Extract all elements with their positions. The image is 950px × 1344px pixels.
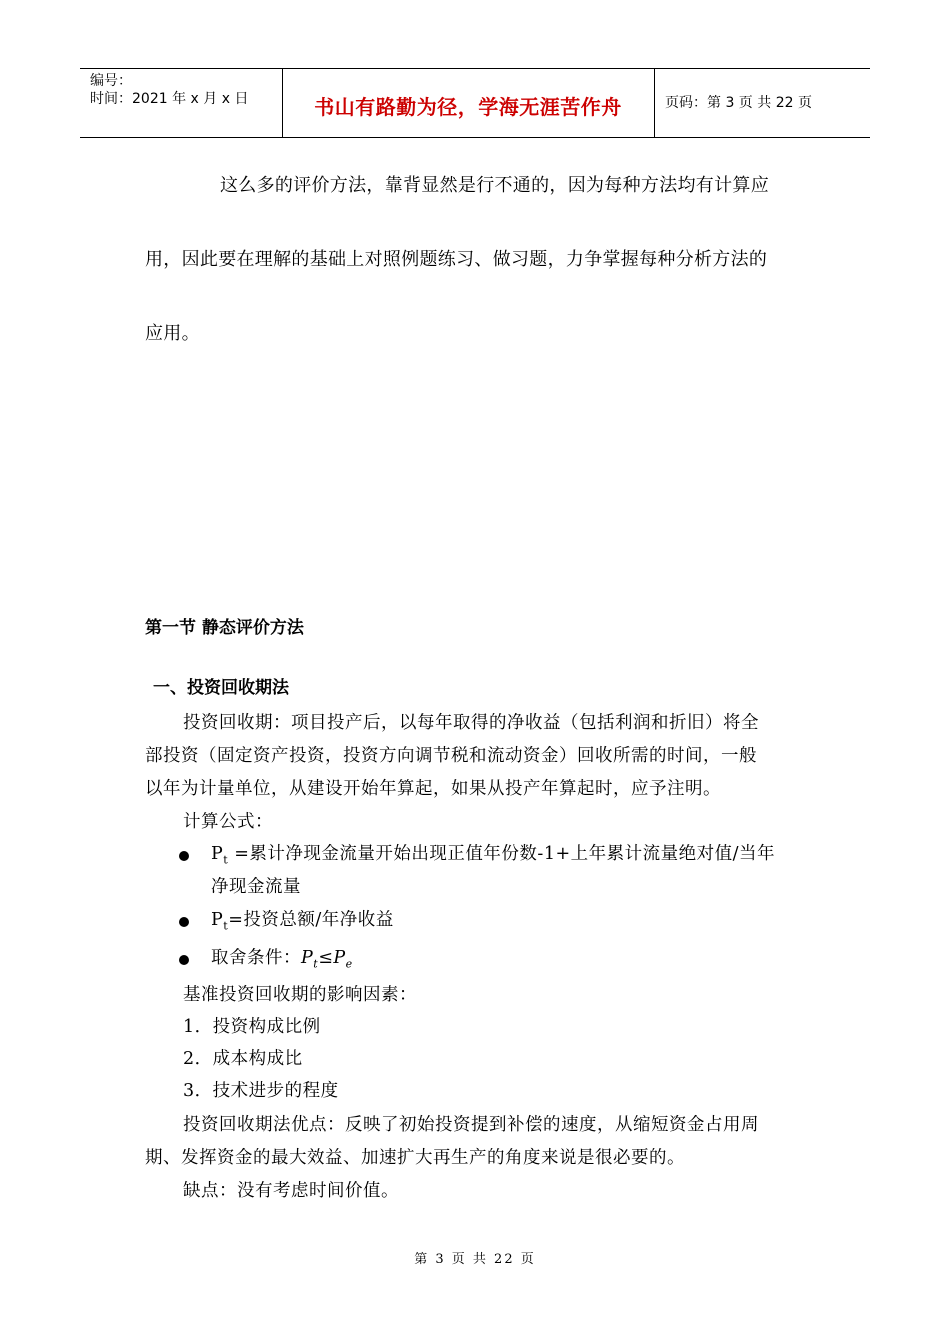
bullet-1-line-1 xyxy=(211,844,775,871)
bullet-1-line-2: 净现金流量 xyxy=(211,877,301,897)
header-table xyxy=(80,68,870,138)
bullet-dot xyxy=(179,955,189,965)
intro-line-1: 这么多的评价方法，靠背显然是行不通的，因为每种方法均有计算应 xyxy=(220,175,769,196)
advantages-line-2: 期、发挥资金的最大效益、加速扩大再生产的角度来说是很必要的。 xyxy=(145,1148,685,1168)
intro-line-2: 用，因此要在理解的基础上对照例题练习、做习题，力争掌握每种分析方法的 xyxy=(145,249,768,270)
pt-symbol: P xyxy=(211,910,224,930)
time-label: 时间：2021 年 x 月 x 日 xyxy=(90,91,249,107)
intro-line-3: 应用。 xyxy=(145,323,200,344)
bullet-2-text: =投资总额/年净收益 xyxy=(228,910,394,930)
bullet-2 xyxy=(211,910,394,937)
factor-item-3: 3．技术进步的程度 xyxy=(183,1081,339,1101)
p-symbol: P xyxy=(301,948,314,968)
e-subscript: e xyxy=(345,957,353,971)
le-symbol: ≤ xyxy=(318,948,334,968)
header-page-cell xyxy=(655,69,870,137)
number-label: 编号： xyxy=(90,73,132,89)
disadvantage: 缺点：没有考虑时间价值。 xyxy=(183,1181,399,1201)
bullet-1-text: =累计净现金流量开始出现正值年份数-1+上年累计流量绝对值/当年 xyxy=(228,844,776,864)
t-subscript: t xyxy=(313,957,319,971)
acceptance-formula xyxy=(301,948,353,971)
definition-line-1: 投资回收期：项目投产后，以每年取得的净收益（包括利润和折旧）将全 xyxy=(183,713,759,733)
header-motto-cell xyxy=(282,69,655,137)
section-title: 第一节 静态评价方法 xyxy=(145,618,304,638)
pt-symbol: P xyxy=(211,844,224,864)
definition-line-3: 以年为计量单位，从建设开始年算起，如果从投产年算起时，应予注明。 xyxy=(145,779,721,799)
page-label: 页码：第 3 页 共 22 页 xyxy=(665,95,812,111)
bullet-dot xyxy=(179,917,189,927)
formula-label: 计算公式： xyxy=(183,812,273,832)
page-footer: 第 3 页 共 22 页 xyxy=(414,1252,536,1267)
bullet-3 xyxy=(211,948,353,975)
pt-subscript: t xyxy=(223,853,229,867)
factor-item-2: 2．成本构成比 xyxy=(183,1049,303,1069)
motto: 书山有路勤为径，学海无涯苦作舟 xyxy=(314,95,622,119)
factors-title: 基准投资回收期的影响因素： xyxy=(183,985,417,1005)
pt-subscript: t xyxy=(223,919,229,933)
bullet-dot xyxy=(179,851,189,861)
p-symbol: P xyxy=(333,948,346,968)
definition-line-2: 部投资（固定资产投资，投资方向调节税和流动资金）回收所需的时间，一般 xyxy=(145,746,757,766)
advantages-line-1: 投资回收期法优点：反映了初始投资提到补偿的速度，从缩短资金占用周 xyxy=(183,1115,759,1135)
header-info-cell xyxy=(80,69,283,137)
subsection-title: 一、投资回收期法 xyxy=(153,678,289,698)
factor-item-1: 1．投资构成比例 xyxy=(183,1017,321,1037)
bullet-3-text: 取舍条件： xyxy=(211,948,301,968)
